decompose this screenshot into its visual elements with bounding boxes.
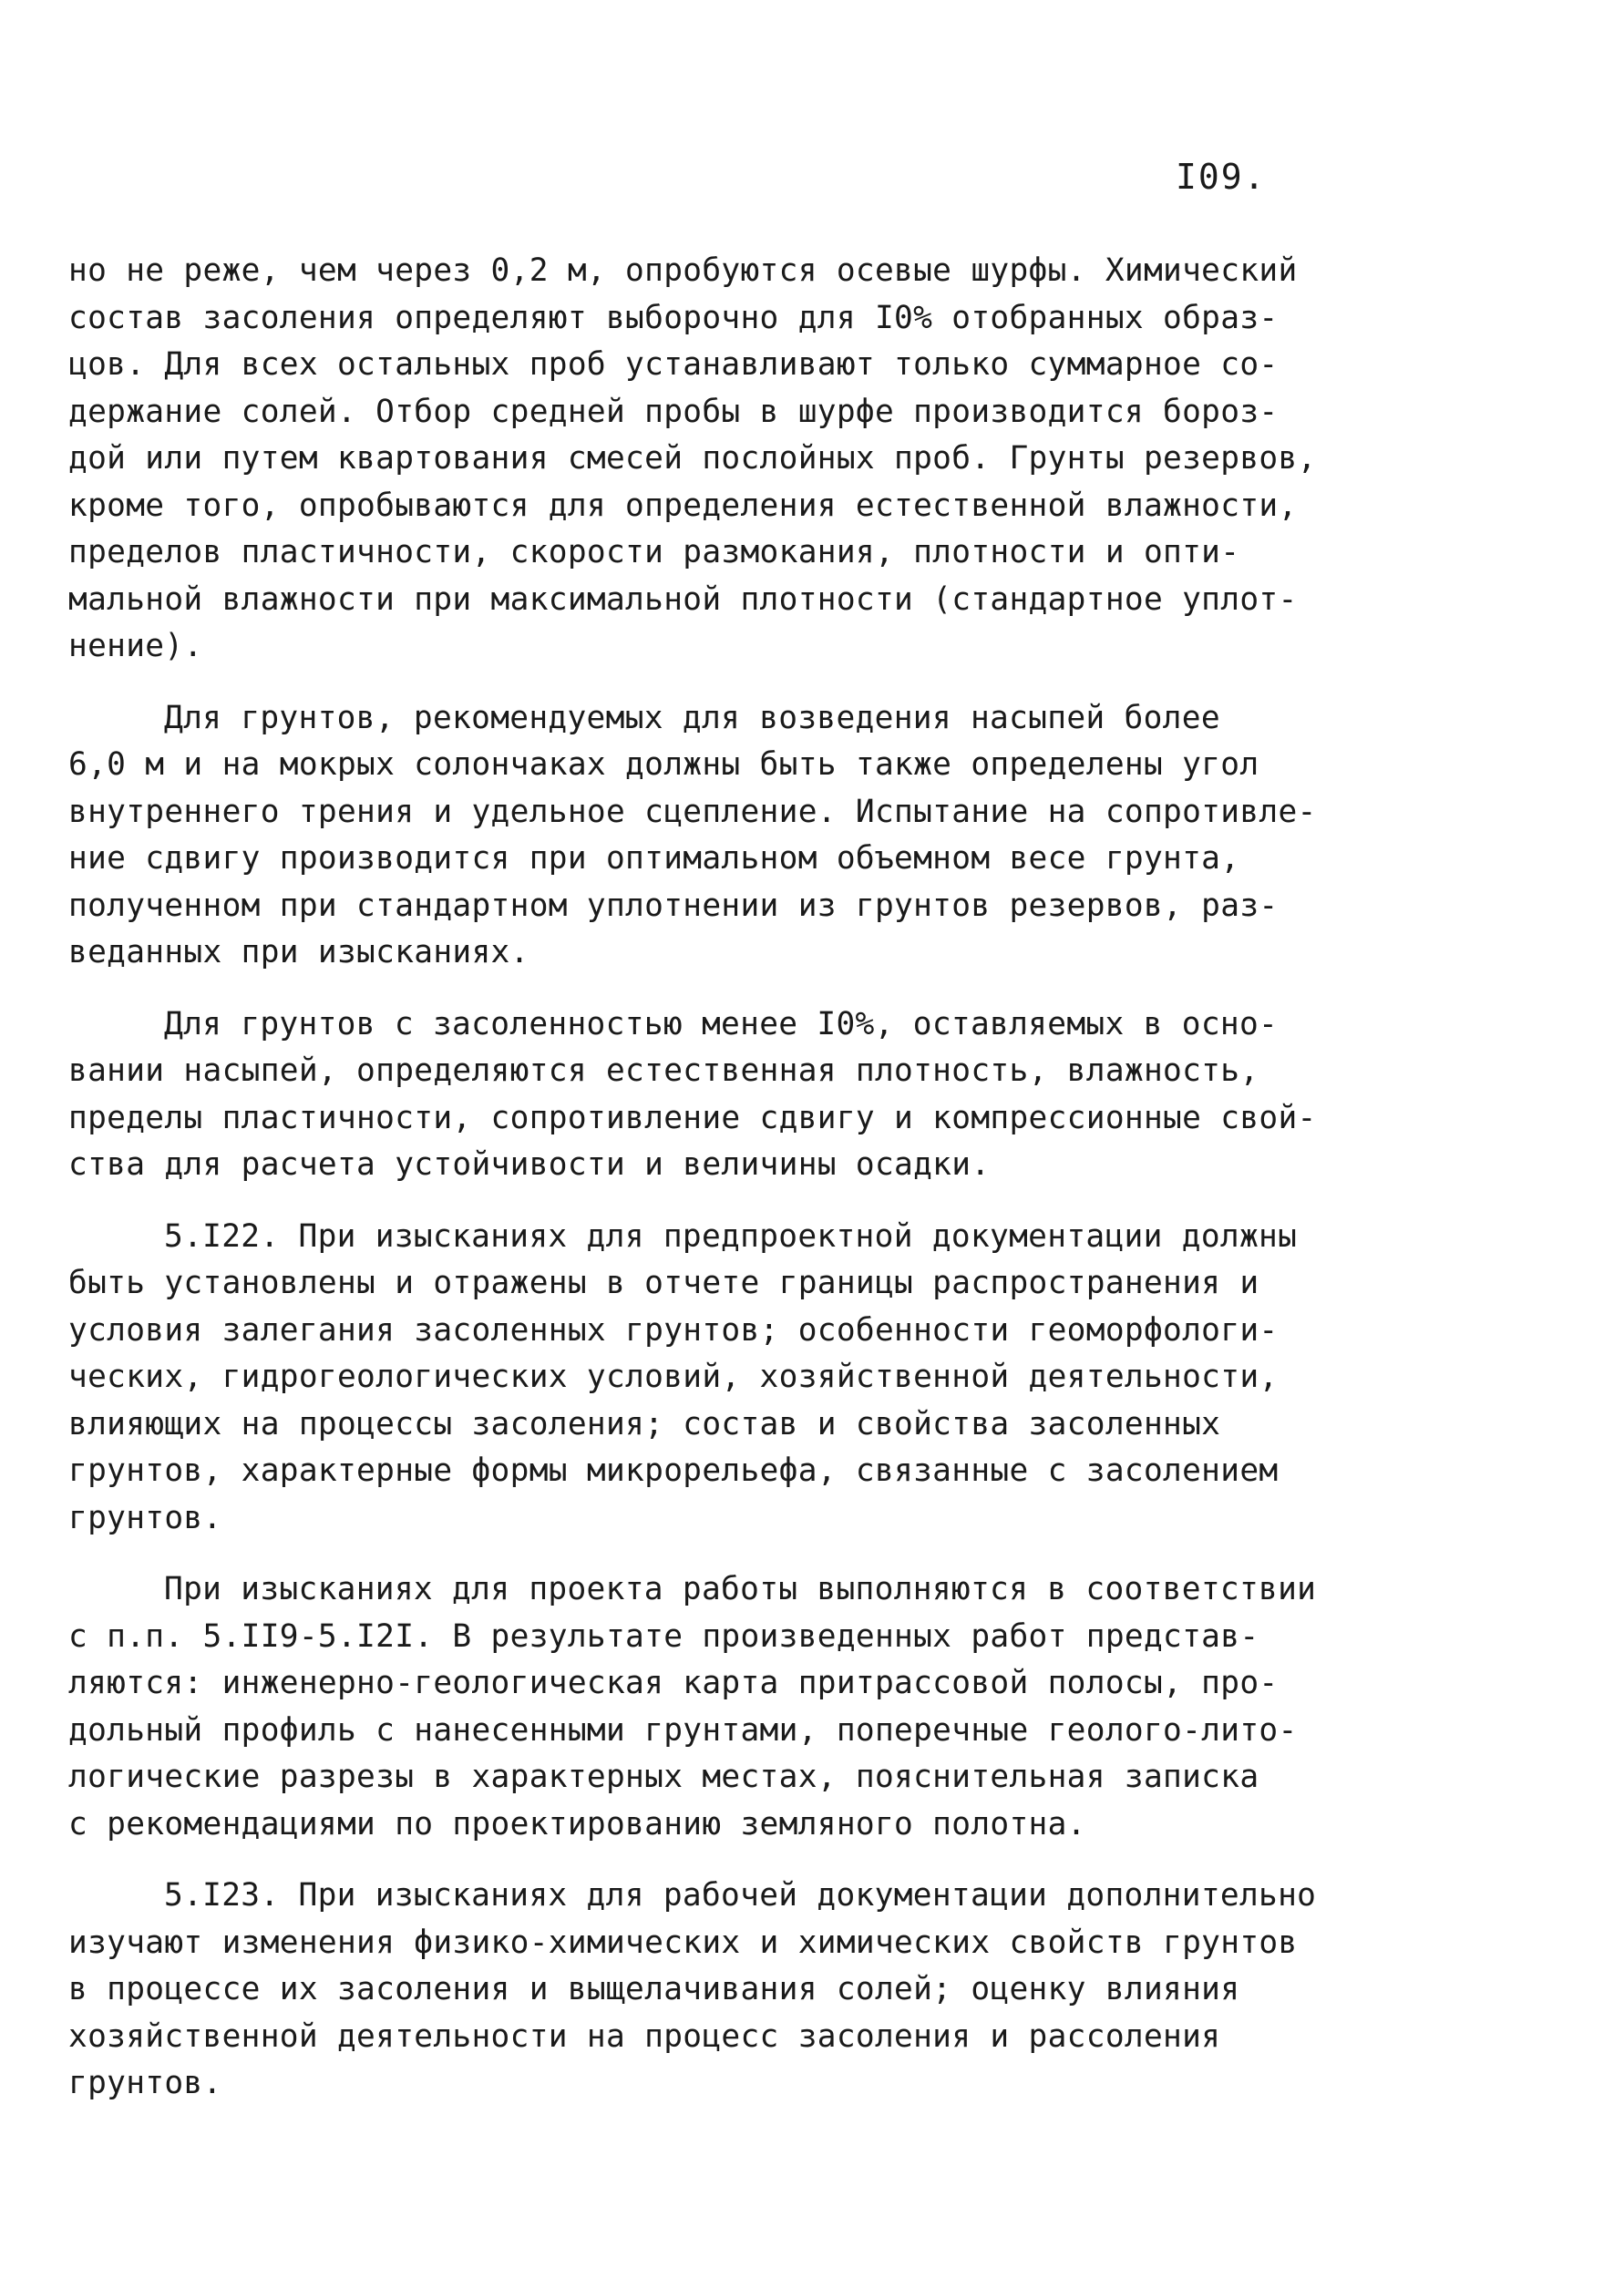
text-line: кроме того, опробываются для определения естественной влажности, (68, 487, 1298, 524)
text-line: При изысканиях для проекта работы выполняются в соответствии (164, 1571, 1317, 1607)
text-line: ства для расчета устойчивости и величины осадки. (68, 1146, 991, 1183)
text-line: 6,0 м и на мокрых солончаках должны быть также определены угол (68, 746, 1259, 783)
text-line: грунтов. (68, 1499, 222, 1536)
text-line: условия залегания засоленных грунтов; особенности геоморфологи- (68, 1311, 1279, 1349)
text-line: полученном при стандартном уплотнении из грунтов резервов, раз- (68, 887, 1279, 924)
text-line: 5.I23. При изысканиях для рабочей документации дополнительно (164, 1877, 1317, 1914)
text-line: хозяйственной деятельности на процесс засоления и рассоления (68, 2017, 1221, 2055)
text-line: грунтов. (68, 2065, 222, 2101)
text-line: Для грунтов с засоленностью менее I0%, оставляемых в осно- (164, 1005, 1279, 1042)
text-line: веданных при изысканиях. (68, 934, 529, 970)
text-line: ческих, гидрогеологических условий, хозяйственной деятельности, (68, 1359, 1279, 1395)
text-line: Для грунтов, рекомендуемых для возведения насыпей более (164, 699, 1220, 736)
text-line: пределов пластичности, скорости размокания, плотности и опти- (68, 534, 1240, 570)
body-text (68, 248, 1362, 2132)
page-number: I09. (1176, 157, 1267, 197)
text-line: с п.п. 5.II9-5.I2I. В результате произведенных работ представ- (68, 1617, 1259, 1655)
text-line: дой или путем квартования смесей послойных проб. Грунты резервов, (68, 440, 1317, 477)
text-line: логические разрезы в характерных местах, пояснительная записка (68, 1759, 1259, 1795)
text-line: ние сдвигу производится при оптимальном объемном весе грунта, (68, 840, 1240, 877)
text-line: с рекомендациями по проектированию земляного полотна. (68, 1805, 1086, 1842)
text-line: держание солей. Отбор средней пробы в шурфе производится бороз- (68, 393, 1279, 430)
text-line: мальной влажности при максимальной плотности (стандартное уплот- (68, 580, 1298, 618)
text-line: 5.I22. При изысканиях для предпроектной документации должны (164, 1217, 1298, 1255)
paragraph (68, 1001, 1362, 1189)
text-line: пределы пластичности, сопротивление сдвигу и компрессионные свой- (68, 1099, 1317, 1136)
text-line: нение). (68, 628, 203, 664)
paragraph (68, 1566, 1362, 1848)
text-line: в процессе их засоления и выщелачивания солей; оценку влияния (68, 1971, 1240, 2007)
text-line: цов. Для всех остальных проб устанавливают только суммарное со- (68, 346, 1279, 383)
text-line: влияющих на процессы засоления; состав и свойства засоленных (68, 1405, 1221, 1442)
text-line: но не реже, чем через 0,2 м, опробуются осевые шурфы. Химический (68, 252, 1298, 289)
paragraph (68, 695, 1362, 977)
text-line: быть установлены и отражены в отчете границы распространения и (68, 1265, 1259, 1301)
text-line: изучают изменения физико-химических и химических свойств грунтов (68, 1924, 1298, 1961)
text-line: вании насыпей, определяются естественная плотность, влажность, (68, 1052, 1259, 1089)
text-line: ляются: инженерно-геологическая карта притрассовой полосы, про- (68, 1665, 1279, 1701)
paragraph (68, 248, 1362, 671)
text-line: дольный профиль с нанесенными грунтами, поперечные геолого-лито- (68, 1711, 1298, 1749)
text-line: состав засоления определяют выборочно для I0% отобранных образ- (68, 299, 1279, 336)
text-line: внутреннего трения и удельное сцепление. Испытание на сопротивле- (68, 793, 1317, 830)
paragraph (68, 1873, 1362, 2108)
paragraph (68, 1214, 1362, 1543)
text-line: грунтов, характерные формы микрорельефа, связанные с засолением (68, 1452, 1279, 1489)
